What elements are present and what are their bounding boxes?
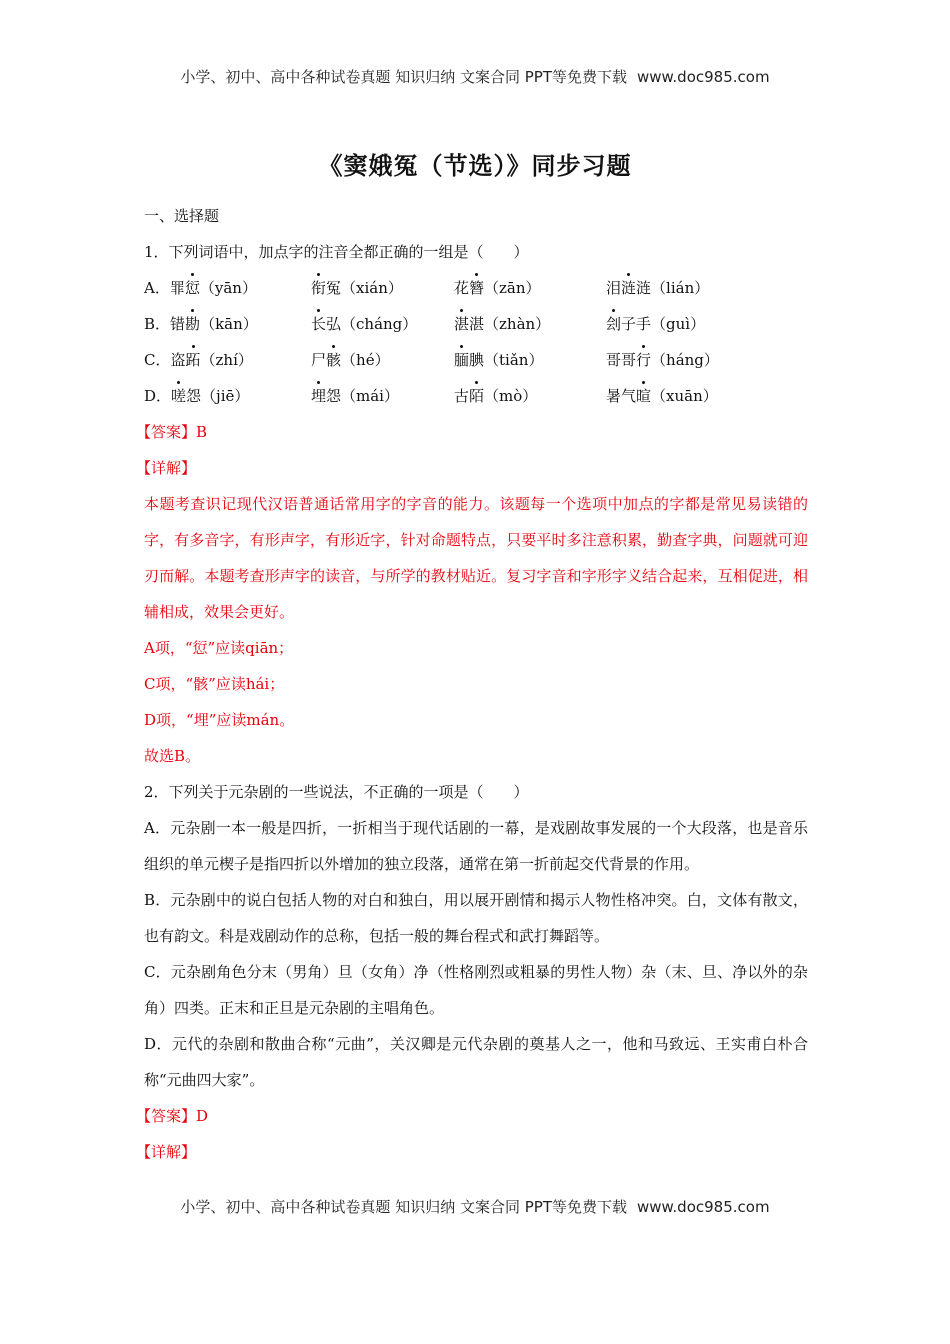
section-heading: 一、选择题 <box>144 207 220 225</box>
footer-text: 小学、初中、高中各种试卷真题 知识归纳 文案合同 PPT等免费下载 <box>180 1198 627 1216</box>
dotted-char: 埋 <box>311 378 326 414</box>
q1-option-row <box>144 270 808 306</box>
option-cell: 古陌（mò） <box>454 378 606 414</box>
document-body <box>136 198 808 1170</box>
header-url[interactable]: www.doc985.com <box>636 68 770 86</box>
q1-options <box>144 270 808 414</box>
option-cell: 埋怨（mái） <box>311 378 454 414</box>
option-cell: A．罪愆（yān） <box>144 270 311 306</box>
q1-stem: 1．下列词语中，加点字的注音全都正确的一组是（ ） <box>144 243 529 261</box>
option-cell: 暑气暄（xuān） <box>606 378 806 414</box>
answer-value: B <box>196 423 208 441</box>
page-header <box>0 66 950 87</box>
q1-detail-tag: 【详解】 <box>136 459 197 477</box>
dotted-char: 簪 <box>469 270 484 306</box>
q1-option-row <box>144 378 808 414</box>
header-text: 小学、初中、高中各种试卷真题 知识归纳 文案合同 PPT等免费下载 <box>180 68 627 86</box>
q2-detail-tag: 【详解】 <box>136 1143 197 1161</box>
option-label: A． <box>144 279 170 297</box>
q1-note: D项，“埋”应读mán。 <box>144 711 295 729</box>
q2-option-d: D．元代的杂剧和散曲合称“元曲”，关汉卿是元代杂剧的奠基人之一，他和马致远、王实甫白朴合称“元曲四大家”。 <box>144 1035 808 1089</box>
answer-value: D <box>196 1107 209 1125</box>
dotted-char: 行 <box>636 342 651 378</box>
dotted-char: 暄 <box>636 378 651 414</box>
page-footer <box>0 1196 950 1217</box>
option-cell: 花簪（zān） <box>454 270 606 306</box>
dotted-char: 刽 <box>606 306 621 342</box>
page-title: 《窦娥冤（节选）》同步习题 <box>318 152 632 180</box>
q1-option-row <box>144 342 808 378</box>
option-label: B． <box>144 315 171 333</box>
dotted-char: 跖 <box>186 342 201 378</box>
dotted-char: 涟 <box>621 270 636 306</box>
option-cell: C．盗跖（zhí） <box>144 342 311 378</box>
option-label: C． <box>144 351 171 369</box>
option-cell: 衔冤（xián） <box>311 270 454 306</box>
dotted-char: 骸 <box>326 342 341 378</box>
q1-conclusion: 故选B。 <box>144 747 201 765</box>
option-cell: B．错勘（kān） <box>144 306 311 342</box>
q2-option-a: A．元杂剧一本一般是四折，一折相当于现代话剧的一幕，是戏剧故事发展的一个大段落，也是音乐组织的单元楔子是指四折以外增加的独立段落，通常在第一折前起交代背景的作用。 <box>144 819 808 873</box>
dotted-char: 勘 <box>185 306 200 342</box>
dotted-char: 嗟 <box>171 378 186 414</box>
q2-option-b: B．元杂剧中的说白包括人物的对白和独白，用以展开剧情和揭示人物性格冲突。白，文体有散文，也有韵文。科是戏剧动作的总称，包括一般的舞台程式和武打舞蹈等。 <box>144 891 808 945</box>
answer-tag: 【答案】 <box>136 1107 197 1125</box>
q2-option-c: C．元杂剧角色分末（男角）旦（女角）净（性格刚烈或粗暴的男性人物）杂（末、旦、净以外的杂角）四类。正末和正旦是元杂剧的主唱角色。 <box>144 963 808 1017</box>
option-cell: D．嗟怨（jiē） <box>144 378 311 414</box>
option-cell: 泪涟涟（lián） <box>606 270 806 306</box>
option-cell: 尸骸（hé） <box>311 342 454 378</box>
q1-note: A项，“愆”应读qiān； <box>144 639 294 657</box>
dotted-char: 腼 <box>454 342 469 378</box>
option-label: D． <box>144 387 172 405</box>
option-cell: 湛湛（zhàn） <box>454 306 606 342</box>
dotted-char: 愆 <box>185 270 200 306</box>
dotted-char: 湛 <box>454 306 469 342</box>
q1-option-row <box>144 306 808 342</box>
q1-answer <box>136 414 808 450</box>
q2-stem: 2．下列关于元杂剧的一些说法，不正确的一项是（ ） <box>144 783 529 801</box>
footer-url[interactable]: www.doc985.com <box>636 1198 770 1216</box>
option-cell: 刽子手（guì） <box>606 306 806 342</box>
q1-note: C项，“骸”应读hái； <box>144 675 285 693</box>
dotted-char: 长 <box>311 306 326 342</box>
answer-tag: 【答案】 <box>136 423 197 441</box>
dotted-char: 衔 <box>311 270 326 306</box>
dotted-char: 陌 <box>469 378 484 414</box>
option-cell: 腼腆（tiǎn） <box>454 342 606 378</box>
option-cell: 长弘（cháng） <box>311 306 454 342</box>
option-cell: 哥哥行（háng） <box>606 342 806 378</box>
q1-explanation: 本题考查识记现代汉语普通话常用字的字音的能力。该题每一个选项中加点的字都是常见易读错的字，有多音字，有形声字，有形近字，针对命题特点，只要平时多注意积累，勤查字典，问题就可迎刃而解。本题考查形声字的读音，与所学的教材贴近。复习字音和字形字义结合起来，互相促进，相辅相成，效果会更好。 <box>144 495 808 621</box>
q2-answer <box>136 1098 808 1134</box>
